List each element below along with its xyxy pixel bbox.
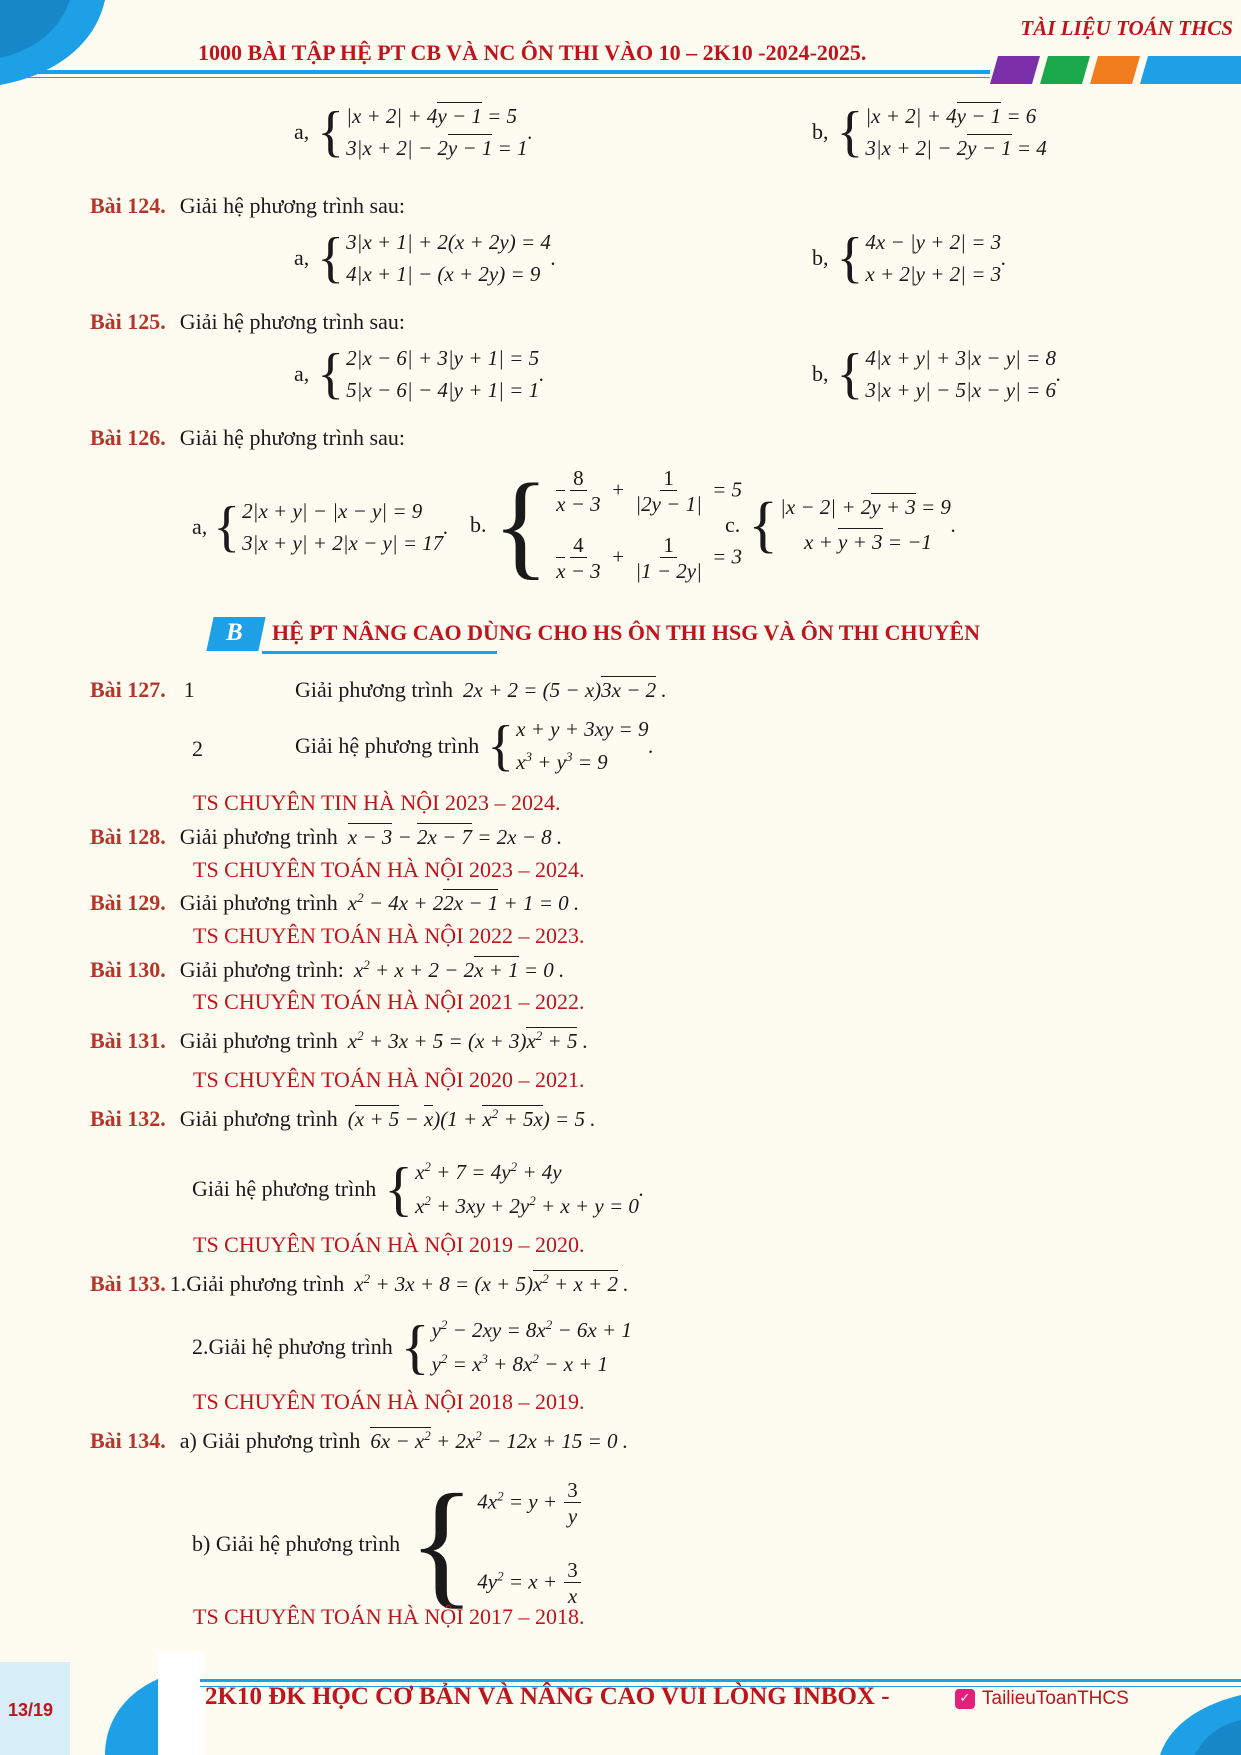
equation: $x^2 - 4x + 22x - 1 + 1 = 0$ . [347, 890, 580, 915]
system-126a [192, 495, 449, 559]
system-equations: { $y^2 - 2xy = 8x^2 - 6x + 1$ $y^2 = x^3 + 8x^2 - x + 1$ [400, 1314, 632, 1380]
problem-number: Bài 124. [90, 193, 166, 218]
problem-134 [90, 1428, 628, 1454]
problem-number: Bài 134. [90, 1428, 166, 1453]
problem-125 [90, 309, 405, 335]
header-color-tabs [988, 54, 1241, 86]
problem-text: Giải hệ phương trình sau: [179, 193, 405, 218]
equation: $6x - x^2 + 2x^2 - 12x + 15 = 0$ . [370, 1428, 629, 1453]
label-b: b, [812, 361, 829, 386]
problem-text: 2.Giải hệ phương trình [192, 1334, 393, 1359]
system-123b [812, 100, 1047, 164]
brand-label: TÀI LIỆU TOÁN THCS [1020, 16, 1233, 40]
system-133 [192, 1313, 632, 1381]
equation: $(x + 5 - x)(1 + x^2 + 5x) = 5$ . [347, 1106, 596, 1131]
system-equations: { |x − 2| + 2y + 3 = 9 x + y + 3 = −1 . [748, 491, 957, 559]
equation: 2x + 2 = (5 − x)3x − 2 . [463, 678, 667, 702]
problem-text: Giải phương trình [179, 1028, 338, 1053]
header-rule [0, 70, 990, 74]
problem-text: Giải hệ phương trình sau: [179, 309, 405, 334]
problem-text: Giải phương trình [179, 890, 338, 915]
section-b-underline [262, 651, 497, 654]
header-rule-thin [0, 77, 990, 78]
problem-text: Giải hệ phương trình [192, 1176, 377, 1201]
system-124a [294, 226, 556, 290]
problem-124 [90, 193, 405, 219]
page-number: 13/19 [8, 1700, 54, 1720]
problem-number: Bài 133. [90, 1271, 166, 1296]
system-equations: { 4x − |y + 2| = 3 x + 2|y + 2| = 3 . [836, 227, 1007, 289]
page-title: 1000 BÀI TẬP HỆ PT CB VÀ NC ÔN THI VÀO 10 – 2K10 -2024-2025. [198, 40, 867, 65]
problem-127 [90, 677, 195, 703]
system-123a [294, 100, 533, 164]
label-b: b, [812, 119, 829, 144]
equation: $x^2 + x + 2 - 2x + 1 = 0$ . [353, 957, 565, 982]
problem-text: a) Giải phương trình [179, 1428, 361, 1453]
label-a: a, [294, 361, 310, 386]
section-b-letter: B [226, 619, 243, 646]
problem-text: Giải phương trình [295, 677, 453, 702]
problem-text: Giải phương trình [179, 824, 338, 849]
label-a: a, [294, 119, 310, 144]
system-125a [294, 342, 544, 406]
problem-number: Bài 129. [90, 890, 166, 915]
problem-number: Bài 125. [90, 309, 166, 334]
system-126c [725, 490, 956, 560]
system-equations: { x + y + 3xy = 9 $x^3 + y^3 = 9$ . [487, 715, 654, 777]
messenger-icon: ✓ [955, 1689, 975, 1709]
system-equations: { $x^2 + 7 = 4y^2 + 4y$ $x^2 + 3xy + 2y^2 + x + y = 0$ . [384, 1156, 645, 1222]
label-c: c. [725, 512, 741, 537]
system-134 [192, 1464, 583, 1624]
equation: $x^2 + 3x + 8 = (x + 5)x^2 + x + 2$ . [354, 1271, 629, 1296]
problem-text: Giải phương trình [179, 1106, 338, 1131]
label-a: a, [192, 514, 208, 539]
problem-number: Bài 127. [90, 677, 166, 702]
system-equations: { |x + 2| + 4y − 1 = 6 3|x + 2| − 2y − 1 = 4 [836, 101, 1047, 163]
source-label: TS CHUYÊN TOÁN HÀ NỘI 2022 – 2023. [193, 923, 585, 948]
problem-number: Bài 128. [90, 824, 166, 849]
section-b-title: HỆ PT NÂNG CAO DÙNG CHO HS ÔN THI HSG VÀ ÔN THI CHUYÊN [272, 620, 980, 645]
source-label: TS CHUYÊN TOÁN HÀ NỘI 2020 – 2021. [193, 1067, 585, 1092]
system-equations: { 2|x + y| − |x − y| = 9 3|x + y| + 2|x − y| = 17 . [213, 496, 449, 558]
problem-126 [90, 425, 405, 451]
problem-text: Giải hệ phương trình [295, 733, 480, 758]
problem-text: Giải phương trình: [179, 957, 344, 982]
system-equations: { $\frac{8}{x - 3}$ + $\frac{1}{|2y - 1|}$ = 5 $\frac{4}{x - 3}$ + $\frac{1}{|1 - 2y|}$ = 3 [492, 459, 743, 590]
equation-127-1 [295, 677, 667, 703]
problem-133 [90, 1271, 628, 1297]
item-number: 2 [192, 736, 203, 761]
system-equations: { 3|x + 1| + 2(x + 2y) = 4 4|x + 1| − (x + 2y) = 9 . [317, 227, 557, 289]
system-125b [812, 342, 1061, 406]
system-124b [812, 226, 1006, 290]
equation: $x^2 + 3x + 5 = (x + 3)x^2 + 5$ . [347, 1028, 588, 1053]
problem-text: 1.Giải phương trình [169, 1271, 345, 1296]
source-label: TS CHUYÊN TIN HÀ NỘI 2023 – 2024. [193, 790, 561, 815]
footer-handle[interactable]: TailieuToanTHCS [982, 1688, 1129, 1709]
equation: x − 3 − 2x − 7 = 2x − 8 . [347, 825, 563, 849]
system-127-2 [295, 714, 654, 778]
problem-132 [90, 1106, 595, 1132]
system-equations: { 4|x + y| + 3|x − y| = 8 3|x + y| − 5|x − y| = 6 . [836, 343, 1062, 405]
problem-131 [90, 1028, 588, 1054]
problem-text: b) Giải hệ phương trình [192, 1531, 401, 1556]
system-equations: { |x + 2| + 4y − 1 = 5 3|x + 2| − 2y − 1 = 1 . [317, 101, 533, 163]
problem-129 [90, 890, 579, 916]
source-label: TS CHUYÊN TOÁN HÀ NỘI 2018 – 2019. [193, 1389, 585, 1414]
system-132 [192, 1155, 644, 1223]
problem-number: Bài 130. [90, 957, 166, 982]
problem-text: Giải hệ phương trình sau: [179, 425, 405, 450]
system-126b [470, 458, 742, 592]
item-number: 1 [183, 677, 195, 702]
source-label: TS CHUYÊN TOÁN HÀ NỘI 2019 – 2020. [193, 1232, 585, 1257]
label-b: b. [470, 512, 487, 537]
problem-number: Bài 132. [90, 1106, 166, 1131]
source-label: TS CHUYÊN TOÁN HÀ NỘI 2017 – 2018. [193, 1604, 585, 1629]
system-equations: { 2|x − 6| + 3|y + 1| = 5 5|x − 6| − 4|y + 1| = 1 . [317, 343, 545, 405]
source-label: TS CHUYÊN TOÁN HÀ NỘI 2023 – 2024. [193, 857, 585, 882]
problem-128 [90, 824, 562, 850]
problem-130 [90, 957, 564, 983]
label-a: a, [294, 245, 310, 270]
problem-number: Bài 126. [90, 425, 166, 450]
system-equations: { $4x^2 = y$ + $\frac{3}{y}$ $4y^2 = x$ + $\frac{3}{x}$ [408, 1464, 583, 1624]
footer-text: 2K10 ĐK HỌC CƠ BẢN VÀ NÂNG CAO VUI LÒNG INBOX - [205, 1683, 890, 1710]
problem-number: Bài 131. [90, 1028, 166, 1053]
label-b: b, [812, 245, 829, 270]
source-label: TS CHUYÊN TOÁN HÀ NỘI 2021 – 2022. [193, 989, 585, 1014]
